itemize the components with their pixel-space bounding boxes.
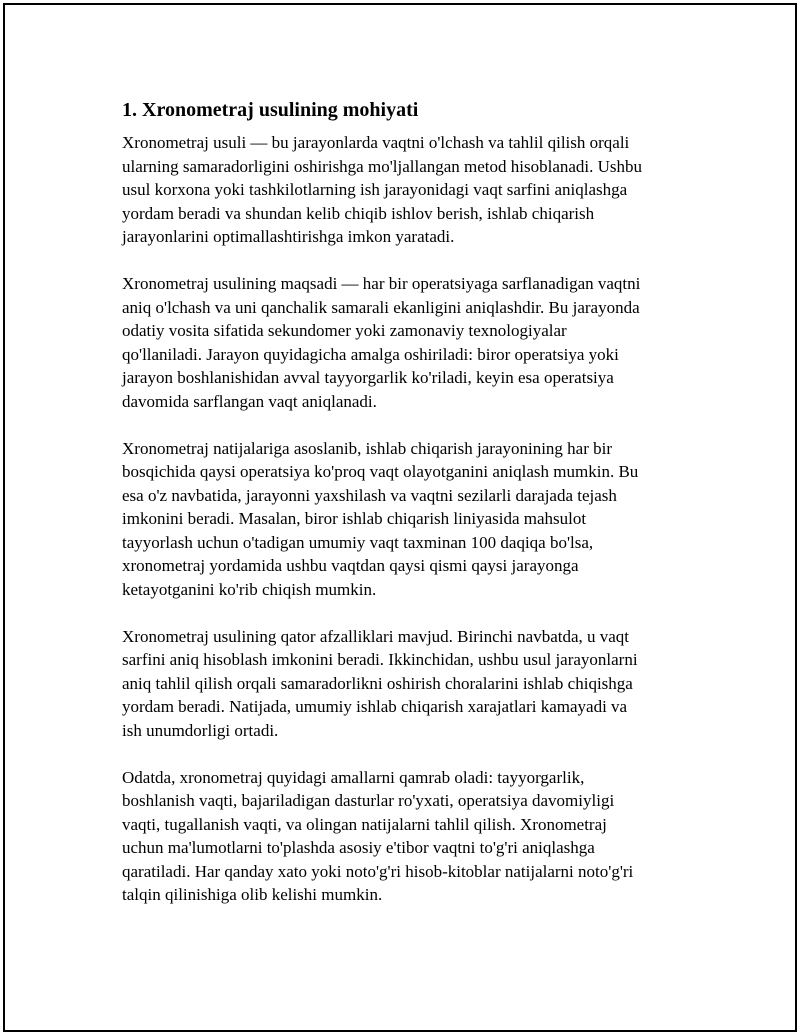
paragraph-2: Xronometraj usulining maqsadi — har bir operatsiyaga sarflanadigan vaqtni aniq o'lchash va uni qanchalik samarali ekanligini aniqlashdir. Bu jarayonda odatiy vosita sifatida sekundomer yoki zamonaviy texnologiyalar qo'llaniladi. Jarayon quyidagicha amalga oshiriladi: biror operatsiya yoki jarayon boshlanishidan avval tayyorgarlik ko'riladi, keyin esa operatsiya davomida sarflangan vaqt aniqlanadi. [122,274,641,411]
paragraph-4: Xronometraj usulining qator afzalliklari mavjud. Birinchi navbatda, u vaqt sarfini aniq hisoblash imkonini beradi. Ikkinchidan, ushbu usul jarayonlarni aniq tahlil qilish orqali samaradorlikni oshirish choralarini ishlab chiqishga yordam beradi. Natijada, umumiy ishlab chiqarish xarajatlari kamayadi va ish unumdorligi ortadi. [122,626,638,740]
paragraph-5: Odatda, xronometraj quyidagi amallarni qamrab oladi: tayyorgarlik, boshlanish vaqti, bajariladigan dasturlar ro'yxati, operatsiya davomiyligi vaqti, tugallanish vaqti, va olingan natijalarni tahlil qilish. Xronometraj uchun ma'lumotlarni to'plashda asosiy e'tibor vaqtni to'g'ri aniqlashga qaratiladi. Har qanday xato yoki noto'g'ri hisob-kitoblar natijalarni noto'g'ri talqin qilinishiga olib kelishi mumkin. [122,767,634,904]
document-body [122,97,692,930]
section-heading: 1. Xronometraj usulining mohiyati [122,99,419,121]
paragraph-3: Xronometraj natijalariga asoslanib, ishlab chiqarish jarayonining har bir bosqichida qaysi operatsiya ko'proq vaqt olayotganini aniqlash mumkin. Bu esa o'z navbatida, jarayonni yaxshilash va vaqtni sezilarli darajada tejash imkonini beradi. Masalan, biror ishlab chiqarish liniyasida mahsulot tayyorlash uchun o'tadigan umumiy vaqt taxminan 100 daqiqa bo'lsa, xronometraj yordamida ushbu vaqtdan qaysi qismi qaysi jarayonga ketayotganini ko'rib chiqish mumkin. [122,438,639,599]
page-frame [3,3,797,1032]
paragraph-1: Xronometraj usuli — bu jarayonlarda vaqtni o'lchash va tahlil qilish orqali ularning samaradorligini oshirishga mo'ljallangan metod hisoblanadi. Ushbu usul korxona yoki tashkilotlarning ish jarayonidagi vaqt sarfini aniqlashga yordam beradi va shundan kelib chiqib ishlov berish, ishlab chiqarish jarayonlarini optimallashtirishga imkon yaratadi. [122,133,643,246]
